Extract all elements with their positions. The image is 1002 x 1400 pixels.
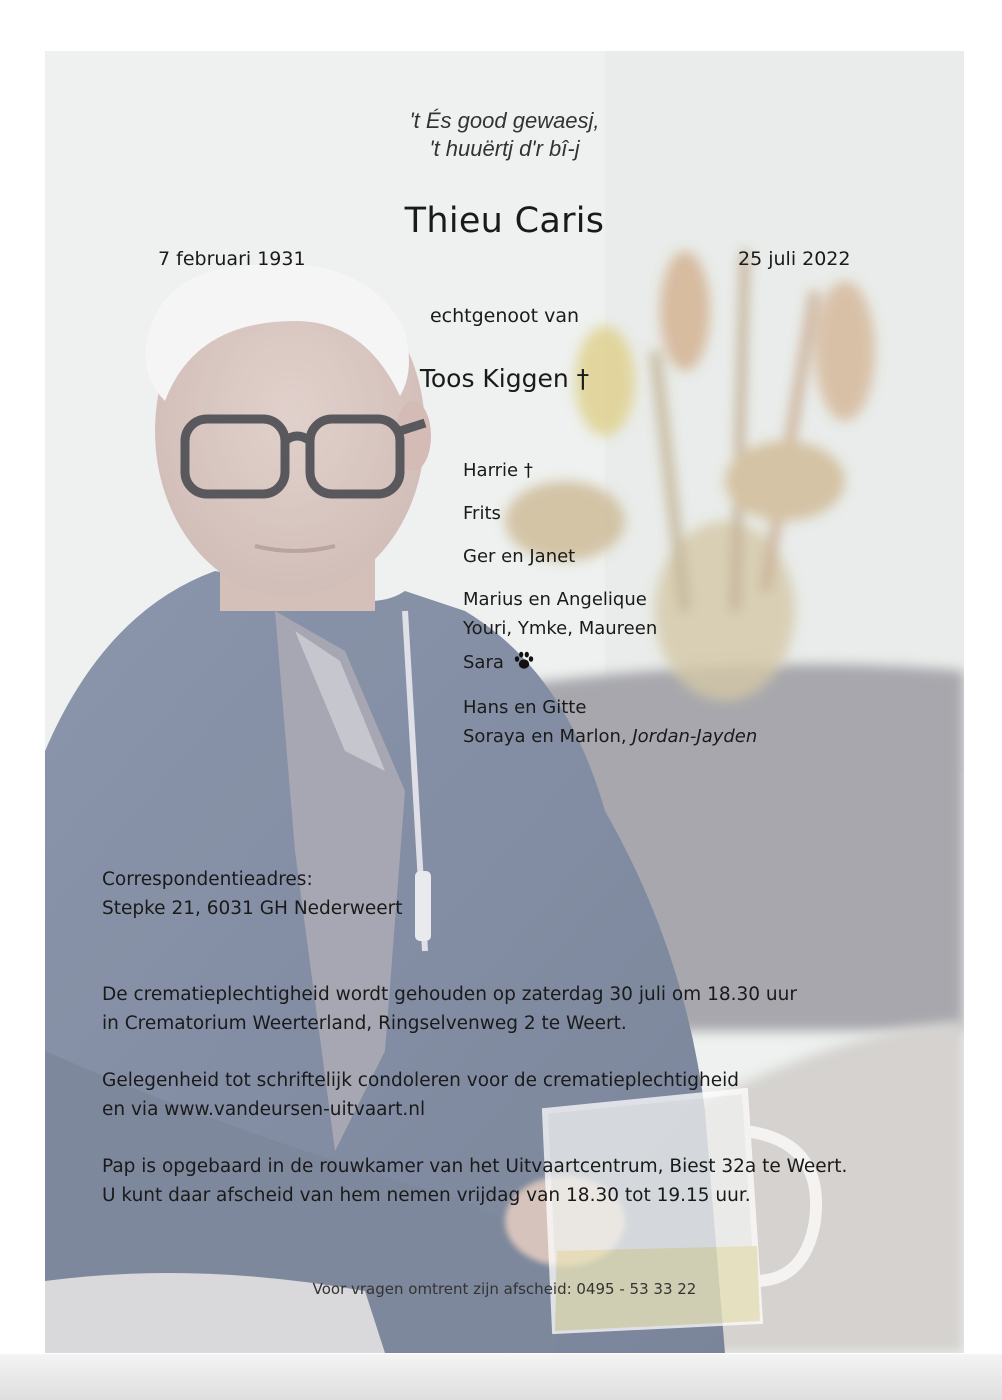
paw-icon: [514, 651, 534, 670]
spouse-name: Toos Kiggen †: [419, 364, 590, 393]
memorial-card: [45, 51, 964, 1353]
family-member-row: [463, 726, 757, 747]
family-member: Hans en Gitte: [463, 697, 587, 718]
condolence-line-1: Gelegenheid tot schriftelijk condoleren voor de crematieplechtigheid: [102, 1070, 740, 1091]
family-member: Youri, Ymke, Maureen: [463, 618, 658, 639]
viewer-bottom-shade: [0, 1354, 1002, 1400]
family-member: Soraya en Marlon,: [463, 726, 633, 747]
family-member: Marius en Angelique: [463, 589, 647, 610]
family-member-row: [463, 651, 534, 673]
correspondence-label: Correspondentieadres:: [102, 869, 313, 890]
ceremony-line-1: De crematieplechtigheid wordt gehouden op zaterdag 30 juli om 18.30 uur: [102, 984, 797, 1005]
birth-date: 7 februari 1931: [158, 248, 306, 270]
family-member: Frits: [463, 503, 501, 524]
footer-contact: Voor vragen omtrent zijn afscheid: 0495 - 53 33 22: [312, 1280, 697, 1298]
deceased-name: Thieu Caris: [404, 201, 605, 241]
correspondence-address: Stepke 21, 6031 GH Nederweert: [102, 898, 403, 919]
death-date: 25 juli 2022: [738, 248, 851, 270]
viewing-line-1: Pap is opgebaard in de rouwkamer van het Uitvaartcentrum, Biest 32a te Weert.: [102, 1156, 848, 1177]
motto-line-2: 't huuërtj d'r bî-j: [429, 136, 580, 161]
family-member: Ger en Janet: [463, 546, 576, 567]
family-member: Harrie †: [463, 460, 533, 481]
ceremony-line-2: in Crematorium Weerterland, Ringselvenweg 2 te Weert.: [102, 1013, 627, 1034]
condolence-line-2: en via www.vandeursen-uitvaart.nl: [102, 1099, 426, 1120]
grandchild-name: Jordan-Jayden: [632, 726, 758, 747]
motto-line-1: 't És good gewaesj,: [409, 108, 600, 133]
family-member: Sara: [463, 652, 504, 673]
viewing-line-2: U kunt daar afscheid van hem nemen vrijdag van 18.30 tot 19.15 uur.: [102, 1185, 751, 1206]
spouse-intro: echtgenoot van: [429, 305, 580, 327]
